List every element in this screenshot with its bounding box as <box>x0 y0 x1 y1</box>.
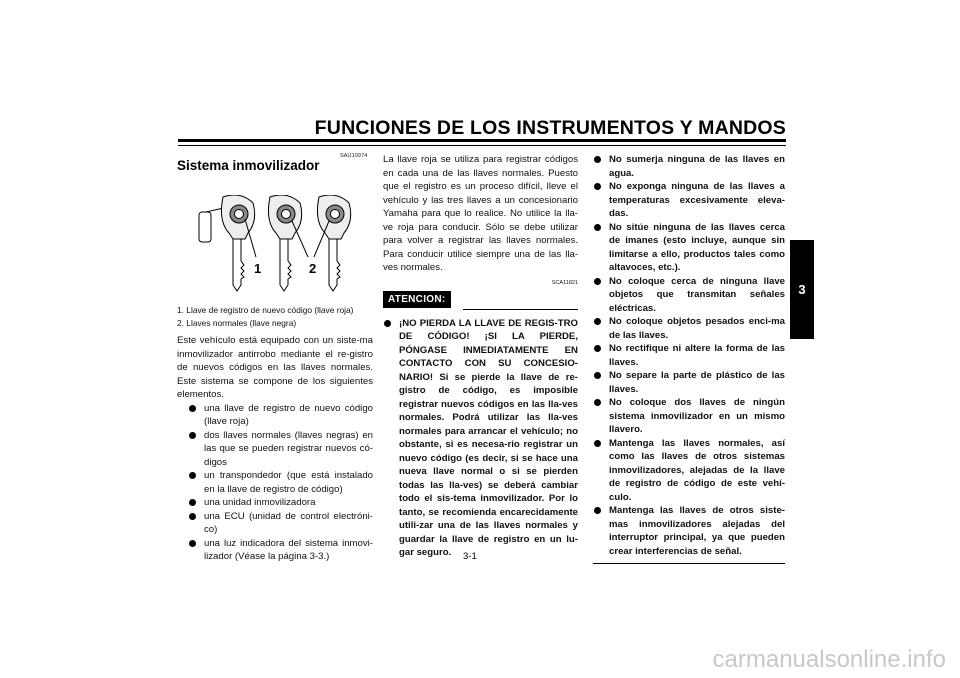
header-rule-thin <box>178 145 786 146</box>
header-rule-thick <box>178 139 786 142</box>
bullet-icon <box>189 432 196 439</box>
caution-heading <box>383 291 578 311</box>
bullet-icon <box>594 318 601 325</box>
list-item: ¡NO PIERDA LA LLAVE DE REGIS-TRO DE CÓDIGO! ¡SI LA PIERDE, PÓNGASE INMEDIATAMENTE EN CONTACTO CON SU CONCESIO-NARIO! Si se pierde la llave de re-gistro de código, es imposible registrar nuevos códigos en las lla-ves normales. Podrá utilizar las lla-ves normales para arrancar el vehículo; no obstante, si es necesa-rio registrar un nuevo código (es decir, si se hace una nueva llave normal o si se pierden todas las lla-ves) se deberá cambiar todo el sis-tema inmovilizador. Por lo tanto, se recomienda encarecidamente utili-zar una de las llaves normales y guardar la llave de registro en un lu-gar seguro. <box>383 317 578 560</box>
intro-paragraph: Este vehículo está equipado con un siste-ma inmovilizador antirrobo mediante el re-gistro de nuevos códigos en las llaves normales. Este sistema se compone de los siguientes elementos. <box>177 335 373 400</box>
caution-rule <box>463 309 578 310</box>
bullet-icon <box>594 278 601 285</box>
bullet-icon <box>594 372 601 379</box>
component-list <box>177 402 373 564</box>
list-item: No coloque objetos pesados enci-ma de las llaves. <box>593 315 785 342</box>
keys-illustration <box>196 195 364 297</box>
callout-1: 1 <box>254 261 262 276</box>
bullet-icon <box>594 399 601 406</box>
key-tag-icon <box>199 212 211 242</box>
bullet-icon <box>189 540 196 547</box>
bullet-icon <box>594 345 601 352</box>
list-item: No coloque dos llaves de ningún sistema inmovilizador en un mismo llavero. <box>593 396 785 437</box>
caution-list <box>383 317 578 560</box>
bullet-icon <box>189 513 196 520</box>
list-item: No rectifique ni altere la forma de las llaves. <box>593 342 785 369</box>
key-care-list <box>593 153 785 558</box>
list-item: No exponga ninguna de las llaves a temperaturas excesivamente eleva-das. <box>593 180 785 221</box>
list-item: Mantenga las llaves normales, así como las llaves de otros sistemas inmovilizadores, alejadas de la llave de registro de código de este vehí-culo. <box>593 437 785 505</box>
list-item: No separe la parte de plástico de las llaves. <box>593 369 785 396</box>
list-item: Mantenga las llaves de otros siste-mas inmovilizadores alejadas del interruptor principal, ya que pueden crear interferencias de señal. <box>593 504 785 558</box>
middle-column <box>383 153 578 560</box>
page-number: 3-1 <box>463 551 477 562</box>
red-key-icon <box>221 195 254 291</box>
bullet-icon <box>189 499 196 506</box>
bullet-icon <box>594 156 601 163</box>
red-key-paragraph: La llave roja se utiliza para registrar códigos en cada una de las llaves normales. Puesto que el registro es un proceso difícil, lleve el vehículo y las tres llaves a un concesionario Yamaha para que lo realice. No utilice la lla-ve roja para conducir. Sólo se debe utilizar para volver a registrar las llaves normales. Para conducir utilice siempre una de las lla-ves normales. <box>383 154 578 273</box>
figure-caption: 2. Llaves normales (llave negra) <box>177 318 297 328</box>
black-key-icon <box>317 195 350 291</box>
section-title: Sistema inmovilizador <box>177 158 320 173</box>
list-item: una unidad inmovilizadora <box>188 496 373 510</box>
bullet-icon <box>189 472 196 479</box>
section-code: SAU10974 <box>340 153 368 159</box>
bullet-icon <box>189 405 196 412</box>
list-item: una ECU (unidad de control electróni-co) <box>188 510 373 537</box>
list-item: una luz indicadora del sistema inmovi-lizador (Véase la página 3-3.) <box>188 537 373 564</box>
list-item: una llave de registro de nuevo código (llave roja) <box>188 402 373 429</box>
list-item: No sumerja ninguna de las llaves en agua. <box>593 153 785 180</box>
callout-2: 2 <box>309 261 317 276</box>
figure-caption: 1. Llave de registro de nuevo código (llave roja) <box>177 305 354 315</box>
bullet-icon <box>594 507 601 514</box>
bullet-icon <box>594 183 601 190</box>
left-column <box>177 334 373 564</box>
list-item: un transpondedor (que está instalado en la llave de registro de código) <box>188 469 373 496</box>
chapter-tab: 3 <box>790 240 814 339</box>
bullet-icon <box>594 440 601 447</box>
bullet-icon <box>384 320 391 327</box>
list-item: dos llaves normales (llaves negras) en las que se pueden registrar nuevos có-digos <box>188 429 373 470</box>
list-item: No coloque cerca de ninguna llave objetos que transmitan señales eléctricas. <box>593 275 785 316</box>
list-item: No sitúe ninguna de las llaves cerca de imanes (esto incluye, aunque sin limitarse a ello, productos tales como altavoces, etc.). <box>593 221 785 275</box>
black-key-icon <box>268 195 301 291</box>
watermark: carmanualsonline.info <box>712 646 946 673</box>
caution-end-rule <box>593 563 785 564</box>
bullet-icon <box>594 224 601 231</box>
page-header-title: FUNCIONES DE LOS INSTRUMENTOS Y MANDOS <box>314 117 786 139</box>
caution-code: SCA11821 <box>551 279 578 286</box>
caution-label: ATENCION: <box>383 291 451 309</box>
right-column <box>593 153 785 564</box>
